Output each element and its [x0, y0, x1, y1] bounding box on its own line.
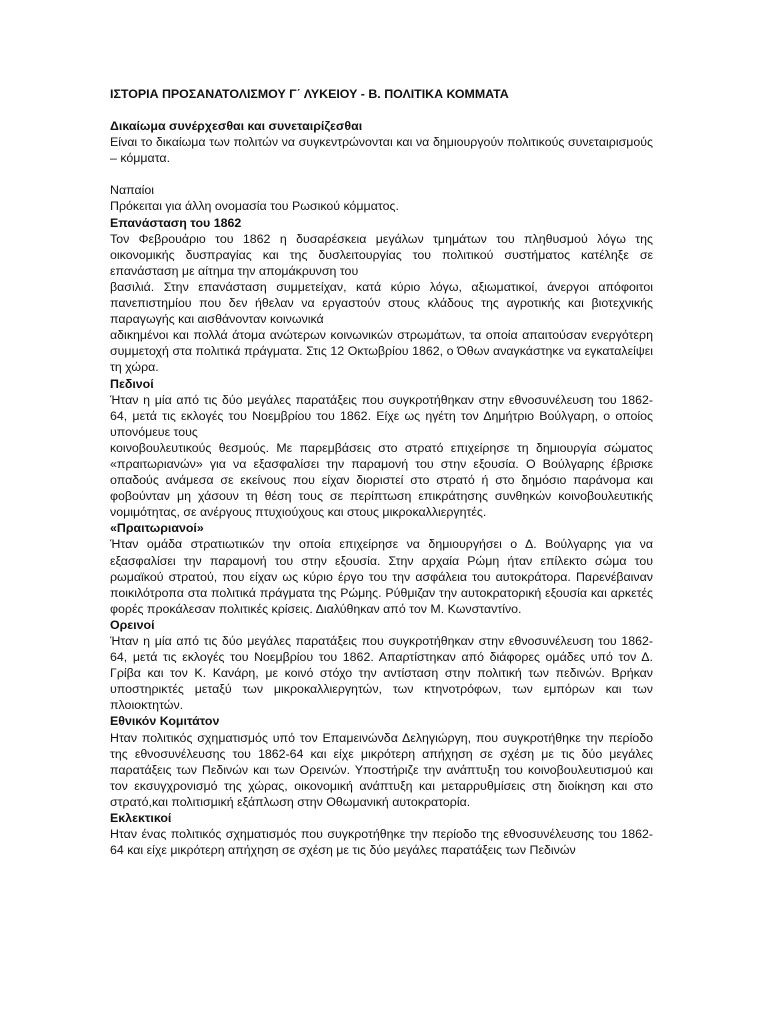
section-heading: Εθνικόν Κομιτάτον — [110, 714, 220, 729]
section-paragraph: Πρόκειται για άλλη ονομασία του Ρωσικού κόμματος. — [110, 199, 399, 214]
section-spacer — [110, 166, 653, 182]
section-paragraph: Ήταν η μία από τις δύο μεγάλες παρατάξεις που συγκροτήθηκαν στην εθνοσυνέλευση του 1862-64, μετά τις εκλογές του Νοεμβρίου του 1862. Είχε ως ηγέτη τον Δημήτριο Βούλγαρη, ο οποίος υπονόμευε τους — [110, 392, 653, 439]
section-national-committee — [110, 713, 653, 810]
section-pedinoi — [110, 376, 653, 521]
section-heading: Δικαίωμα συνέρχεσθαι και συνεταιρίζεσθαι — [110, 119, 363, 134]
document-title: ΙΣΤΟΡΙΑ ΠΡΟΣΑΝΑΤΟΛΙΣΜΟΥ Γ΄ ΛΥΚΕΙΟΥ - Β. ΠΟΛΙΤΙΚΑ ΚΟΜΜΑΤΑ — [110, 87, 509, 101]
section-right-of-association — [110, 118, 653, 166]
section-paragraph: κοινοβουλευτικούς θεσμούς. Με παρεμβάσεις στο στρατό επιχείρησε τη δημιουργία σώματος «πραιτωριανών» για να εξασφαλίσει την παραμονή του στην εξουσία. Ο Βούλγαρης έβρισκε οπαδούς ανάμεσα σε εκείνους που είχαν διοριστεί στο στρατό ή στο δημόσιο παράνομα και φοβούνταν μη χάσουν τη θέση τους σε περίπτωση επικράτησης συνθηκών κοινοβουλευτικής νομιμότητας, σε ανέργους πτυχιούχους και στους μικροκαλλιεργητές. — [110, 440, 653, 520]
section-paragraph: Ηταν ένας πολιτικός σχηματισμός που συγκροτήθηκε την περίοδο της εθνοσυνέλευσης του 1862-64 και είχε μικρότερη απήχηση σε σχέση με τις δύο μεγάλες παρατάξεις των Πεδινών — [110, 827, 653, 858]
section-heading: «Πραιτωριανοί» — [110, 521, 204, 536]
section-eklektikoi — [110, 810, 653, 858]
section-paragraph: Ηταν πολιτικός σχηματισμός υπό τον Επαμεινώνδα Δεληγιώργη, που συγκροτήθηκε την περίοδο της εθνοσυνέλευσης του 1862-64 και είχε μικρότερη απήχηση σε σχέση με τις δύο μεγάλες παρατάξεις των Πεδινών και των Ορεινών. Υποστήριζε την ανάπτυξη του κοινοβουλευτισμού και τον εκσυγχρονισμό της χώρας, οικονομική ανάπτυξη και μεταρρυθμίσεις στη διοίκηση και στο στρατό,και πολιτισμική εξάπλωση στην Οθωμανική αυτοκρατορία. — [110, 730, 653, 809]
section-heading: Ορεινοί — [110, 617, 155, 632]
section-heading: Ναπαίοι — [110, 183, 155, 198]
section-heading: Επανάσταση του 1862 — [110, 215, 242, 230]
section-oreinoi — [110, 617, 653, 714]
document-page — [110, 86, 653, 858]
section-paragraph: Ήταν ομάδα στρατιωτικών την οποία επιχείρησε να δημιουργήσει ο Δ. Βούλγαρης για να εξασφαλίσει την παραμονή του στην εξουσία. Στην αρχαία Ρώμη ήταν επίλεκτο σώμα του ρωμαϊκού στρατού, που είχαν ως κύριο έργο του την ασφάλεια του αυτοκράτορα. Παρενέβαιναν ποικιλότροπα στα πολιτικά πράγματα της Ρώμης. Ρύθμιζαν την αυτοκρατορική εξουσία και αρκετές φορές προκάλεσαν πολιτικές κρίσεις. Διαλύθηκαν από τον Μ. Κωνσταντίνο. — [110, 537, 653, 616]
section-paragraph: Τον Φεβρουάριο του 1862 η δυσαρέσκεια μεγάλων τμημάτων του πληθυσμού λόγω της οικονομικής δυσπραγίας και της δυσλειτουργίας του πολιτικού συστήματος κατέληξε σε επανάσταση με αίτημα την απομάκρυνση του — [110, 231, 653, 278]
section-revolution-1862 — [110, 215, 653, 376]
section-paragraph: Ήταν η μία από τις δύο μεγάλες παρατάξεις που συγκροτήθηκαν στην εθνοσυνέλευση του 1862-64, μετά τις εκλογές του Νοεμβρίου του 1862. Απαρτίστηκαν από διάφορες ομάδες υπό τον Δ. Γρίβα και τον Κ. Κανάρη, με κοινό στόχο την αντίσταση στην πολιτική των πεδινών. Βρήκαν υποστηρικτές μεταξύ των μικροκαλλιεργητών, των κτηνοτρόφων, των εμπόρων και των πλοιοκτητών. — [110, 634, 653, 713]
section-heading: Πεδινοί — [110, 376, 154, 391]
section-paragraph: αδικημένοι και πολλά άτομα ανώτερων κοινωνικών στρωμάτων, τα οποία απαιτούσαν ενεργότερη συμμετοχή στα πολιτικά πράγματα. Στις 12 Οκτωβρίου 1862, ο Όθων αναγκάστηκε να εγκαταλείψει τη χώρα. — [110, 328, 653, 375]
section-paragraph: Είναι το δικαίωμα των πολιτών να συγκεντρώνονται και να δημιουργούν πολιτικούς συνεταιρισμούς – κόμματα. — [110, 135, 653, 166]
section-praetorians — [110, 520, 653, 617]
section-heading: Εκλεκτικοί — [110, 811, 172, 826]
section-paragraph: βασιλιά. Στην επανάσταση συμμετείχαν, κατά κύριο λόγω, αξιωματικοί, άνεργοι απόφοιτοι πανεπιστημίου που δεν ήθελαν να εργαστούν στους κλάδους της αγροτικής και βιοτεχνικής παραγωγής και αισθάνονταν κοινωνικά — [110, 279, 653, 327]
section-napaioi — [110, 182, 653, 214]
